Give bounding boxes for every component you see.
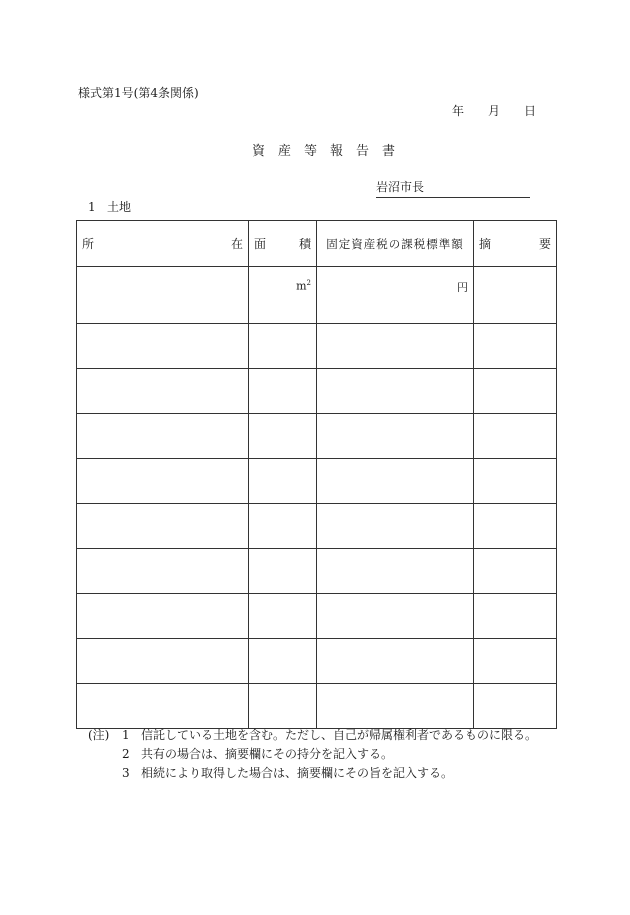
assessment-cell[interactable] [317,459,474,504]
note-item [88,745,537,764]
form-number: 様式第1号(第4条関係) [78,86,199,100]
note-number: 3 [122,766,130,780]
section-label: 土地 [107,200,132,214]
area-unit: m [296,279,307,293]
header-assessment-label: 固定資産税の課税標準額 [326,236,464,251]
assessment-cell[interactable] [317,267,474,324]
assessment-cell[interactable] [317,549,474,594]
land-table [76,220,557,729]
header-location [77,221,249,267]
table-row [77,639,557,684]
header-remarks [474,221,557,267]
area-cell[interactable] [249,267,317,324]
amount-unit: 円 [457,281,468,294]
header-location-left: 所 [82,237,95,251]
note-text: 共有の場合は、摘要欄にその持分を記入する。 [141,747,394,761]
assessment-cell[interactable] [317,639,474,684]
remarks-cell[interactable] [474,414,557,459]
date-line [452,102,536,119]
date-day-label: 日 [524,104,537,118]
area-cell[interactable] [249,369,317,414]
header-assessment [317,221,474,267]
location-cell[interactable] [77,639,249,684]
table-row [77,324,557,369]
remarks-cell[interactable] [474,369,557,414]
remarks-cell[interactable] [474,594,557,639]
notes-label: (注) [88,728,110,742]
table-header-row [77,221,557,267]
table-row [77,369,557,414]
location-cell[interactable] [77,459,249,504]
area-cell[interactable] [249,594,317,639]
section-number: 1 [88,200,96,214]
location-cell[interactable] [77,684,249,729]
location-cell[interactable] [77,267,249,324]
area-cell[interactable] [249,459,317,504]
area-cell[interactable] [249,639,317,684]
table-row [77,414,557,459]
remarks-cell[interactable] [474,324,557,369]
area-unit-superscript: 2 [306,279,311,287]
note-item [88,764,537,783]
area-cell[interactable] [249,684,317,729]
section-heading [88,198,131,215]
assessment-cell[interactable] [317,504,474,549]
area-cell[interactable] [249,324,317,369]
note-text: 相続により取得した場合は、摘要欄にその旨を記入する。 [141,766,454,780]
remarks-cell[interactable] [474,504,557,549]
header-remarks-right: 要 [538,237,551,251]
area-cell[interactable] [249,414,317,459]
area-cell[interactable] [249,504,317,549]
assessment-cell[interactable] [317,684,474,729]
note-item [88,726,537,745]
area-cell[interactable] [249,549,317,594]
location-cell[interactable] [77,594,249,639]
remarks-cell[interactable] [474,684,557,729]
table-row [77,459,557,504]
assessment-cell[interactable] [317,414,474,459]
location-cell[interactable] [77,504,249,549]
addressee: 岩沼市長 [376,178,530,198]
assessment-cell[interactable] [317,369,474,414]
header-area [249,221,317,267]
assessment-cell[interactable] [317,324,474,369]
table-row [77,549,557,594]
remarks-cell[interactable] [474,267,557,324]
header-area-right: 積 [298,237,311,251]
remarks-cell[interactable] [474,459,557,504]
header-remarks-left: 摘 [479,237,492,251]
location-cell[interactable] [77,369,249,414]
date-year-label: 年 [452,104,465,118]
date-month-label: 月 [488,104,501,118]
table-row [77,267,557,324]
table-row [77,594,557,639]
table-row [77,684,557,729]
header-location-right: 在 [230,237,243,251]
notes [88,726,537,783]
document-title: 資産等報告書 [252,144,409,159]
assessment-cell[interactable] [317,594,474,639]
note-text: 信託している土地を含む。ただし、自己が帰属権利者であるものに限る。 [141,728,538,742]
remarks-cell[interactable] [474,549,557,594]
location-cell[interactable] [77,324,249,369]
header-area-left: 面 [254,237,267,251]
table-row [77,504,557,549]
note-number: 1 [122,728,130,742]
note-number: 2 [122,747,130,761]
location-cell[interactable] [77,549,249,594]
remarks-cell[interactable] [474,639,557,684]
location-cell[interactable] [77,414,249,459]
